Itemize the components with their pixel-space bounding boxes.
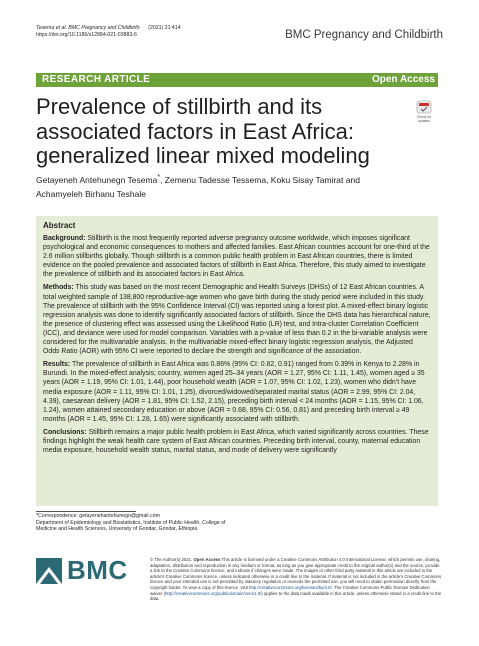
results-text: The prevalence of stillbirth in East Africa was 0.86% (95% CI: 0.82, 0.91) ranged from 0.39% in Kenya to 2.28% in Burundi. In the mixed-effect analysis; country, women aged 25–34 years (AOR = 1.27, 95% CI: 1.11, 1.45), women aged ≥ 35 years (AOR = 1.19, 95% CI: 1.01, 1.44), poor household wealth (AOR = 1.07, 95% CI: 1.02, 1.23), women who didn’t have media exposure (AOR = 1.11, 95% CI: 1.01, 1.25), divorced/widowed/separated marital status (AOR = 2.99, 95% CI: 2.04, 4.39), caesarean delivery (AOR = 1.81, 95% CI: 1.52, 2.15), preceding birth interval < 24 months (AOR = 1.15, 95% CI: 1.06, 1.24), women attained secondary education or above (AOR = 0.68, 95% CI: 0.56, 0.81) and preceding birth interval ≥ 49 months (AOR = 1.45, 95% CI: 1.28, 1.65) were significantly associated with stillbirth. xyxy=(43,361,425,423)
bmc-logo xyxy=(36,557,136,587)
citation-header xyxy=(36,25,181,39)
license-mid: . The Creative Commons Public Domain Dedication waiver ( xyxy=(150,584,430,596)
abstract-box xyxy=(36,216,438,506)
journal-name: BMC Pregnancy and Childbirth xyxy=(285,29,443,41)
correspondence: *Correspondence: getayenehantehunegn@gmail.com xyxy=(36,513,160,519)
author-list-rest: , Zemenu Tadesse Tessema, Koku Sisay Tamirat and xyxy=(160,174,360,185)
license-body: This article is licensed under a Creative Commons Attribution 4.0 International License, which permits use, sharing, adaptation, distribution and reproduction in any medium or format, as long as you give appropriate credit to the original author(s) and the source, provide a link to the Creative Commons licence, and indicate if changes were made. The images or other third party material in this article are included in the article's Creative Commons licence, unless indicated otherwise in a credit line to the material. If material is not included in the article's Creative Commons licence and your intended use is not permitted by statutory regulation or exceeds the permitted use, you will need to obtain permission directly from the copyright holder. To view a copy of this licence, visit xyxy=(150,557,442,590)
conclusions-label: Conclusions: xyxy=(43,428,87,436)
license-end: ) applies to the data made available in this article, unless otherwise stated in a credit line to the data. xyxy=(150,590,442,602)
conclusions-text: Stillbirth remains a major public health problem in East Africa, which varied significantly across countries. These findings highlight the weak health care system of East African countries. Preceding birth interval, county, maternal education media exposure, household wealth status, marital status, and mode of delivery were significantly xyxy=(43,428,429,455)
abstract-results xyxy=(43,360,431,424)
doi-link[interactable]: https://doi.org/10.1186/s12884-021-03883-6 xyxy=(36,32,137,38)
article-title: Prevalence of stillbirth and its associated factors in East Africa: generalized linear mixed modeling xyxy=(36,94,370,168)
bmc-logo-text: BMC xyxy=(67,555,128,585)
background-text: Stillbirth is the most frequently reported adverse pregnancy outcome worldwide, which imposes significant psychological and economic consequences to mothers and affected families. East African countries account for one-third of the 2.6 million stillbirths globally. Though stillbirth is a common public health problem in East African countries, there is limited evidence on the pooled prevalence and associated factors of stillbirth in East Africa. Therefore, this study aimed to investigate the prevalence of stillbirth and its associated factors in East Africa. xyxy=(43,235,430,279)
check-for-updates-icon xyxy=(416,100,432,114)
methods-text: This study was based on the most recent Demographic and Health Surveys (DHSs) of 12 East African countries. A total weighted sample of 138,800 reproductive-age women who gave birth during the study period were included in this study. The prevalence of stillbirth with the 95% Confidence Interval (CI) was reported using a forest plot. A mixed-effect binary logistic regression analysis was done to identify significantly associated factors of stillbirth. Since the DHS data has hierarchical nature, the presence of clustering effect was assessed using the Likelihood Ratio (LR) test, and Intra-cluster Correlation Coefficient (ICC), and deviance were used for model comparison. Variables with a p-value of less than 0.2 in the bi-variable analysis were considered for the multivariable analysis. In the multivariable mixed-effect binary logistic regression analysis, the Adjusted Odds Ratio (AOR) with 95% CI were reported to declare the strength and significance of the association. xyxy=(43,284,431,356)
methods-label: Methods: xyxy=(43,284,74,292)
section-banner xyxy=(36,73,438,87)
article-type: RESEARCH ARTICLE xyxy=(42,74,151,85)
license-link-cc-by[interactable]: http://creativecommons.org/licenses/by/4.0/ xyxy=(249,584,332,590)
citation: Tesema et al. BMC Pregnancy and Childbirth xyxy=(36,25,140,31)
abstract-methods xyxy=(43,283,431,356)
license-statement xyxy=(150,557,442,602)
author-list-line2: Achamyeleh Birhanu Teshale xyxy=(36,188,146,199)
check-for-updates-label: Check for updates xyxy=(416,115,432,123)
footnote-divider xyxy=(36,511,136,512)
citation-tail: (2021) 21:414 xyxy=(148,25,181,31)
author-list: Getayeneh Antehunegn Tesema*, Zemenu Tadesse Tessema, Koku Sisay Tamirat and Achamyeleh Birhanu Teshale xyxy=(36,173,360,199)
abstract-conclusions xyxy=(43,428,431,455)
abstract-background xyxy=(43,234,431,279)
open-access-label: Open Access xyxy=(372,74,435,85)
license-open-access: Open Access xyxy=(193,557,221,562)
author-corresponding: Getayeneh Antehunegn Tesema xyxy=(36,174,158,185)
license-copyright: © The Author(s) 2021. xyxy=(150,557,193,562)
affiliation: Department of Epidemiology and Biostatistics, Institute of Public Health, College of Medicine and Health Sciences, University of Gondar, Gondar, Ethiopia xyxy=(36,519,226,533)
abstract-heading: Abstract xyxy=(43,221,76,230)
license-link-cc0[interactable]: http://creativecommons.org/publicdomain/zero/1.0/ xyxy=(165,590,262,596)
bmc-logo-icon xyxy=(36,558,62,584)
background-label: Background: xyxy=(43,235,86,242)
footnote xyxy=(36,513,226,533)
check-for-updates-badge[interactable] xyxy=(412,100,436,125)
results-label: Results: xyxy=(43,361,71,369)
